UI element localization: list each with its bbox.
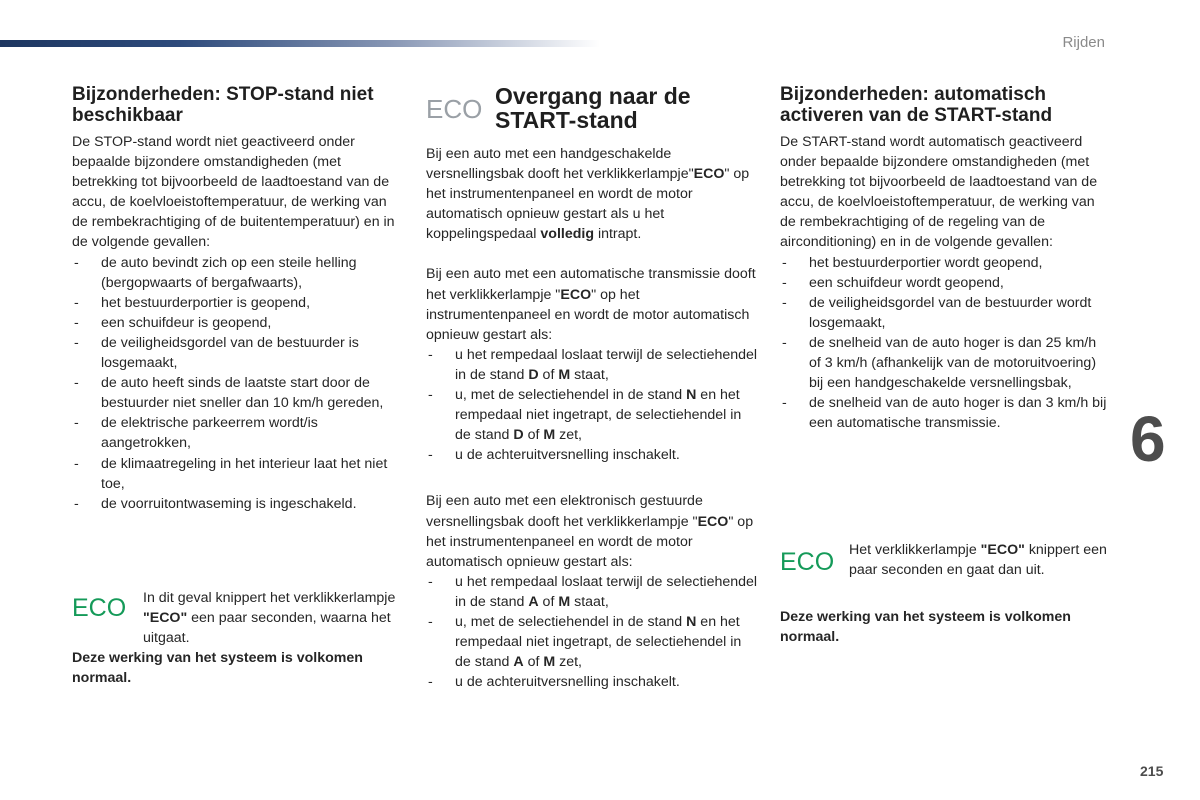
list-item: - het bestuurderportier is geopend, xyxy=(72,293,402,313)
list-item: - de veiligheidsgordel van de bestuurder wordt losgemaakt, xyxy=(780,293,1110,333)
list-item: - u de achteruitversnelling inschakelt. xyxy=(426,445,758,465)
list-item: - u, met de selectiehendel in de stand N en het rempedaal niet ingetrapt, de selectiehendel in de stand D of M zet, xyxy=(426,385,758,445)
eco-green-icon: ECO xyxy=(780,548,835,576)
eco-green-icon: ECO xyxy=(72,594,127,622)
header-gradient-bar xyxy=(0,40,600,47)
list-item: - de elektrische parkeerrem wordt/is aangetrokken, xyxy=(72,413,402,453)
col1-normal-text: Deze werking van het systeem is volkomen normaal. xyxy=(72,650,363,687)
page-number: 215 xyxy=(1140,763,1164,779)
list-item: - de auto heeft sinds de laatste start door de bestuurder niet sneller dan 10 km/h gereden, xyxy=(72,373,402,413)
col2-manual-paragraph: Bij een auto met een handgeschakelde versnellingsbak dooft het verklikkerlampje"ECO" op het instrumentenpaneel en wordt de motor automatisch opnieuw gestart als u het koppelingspedaal volledig intrapt. xyxy=(426,146,750,243)
list-item: - de auto bevindt zich op een steile helling (bergopwaarts of bergafwaarts), xyxy=(72,253,402,293)
column-start-automatic xyxy=(780,84,1110,433)
list-item: - u de achteruitversnelling inschakelt. xyxy=(426,672,758,692)
col3-normal-text: Deze werking van het systeem is volkomen normaal. xyxy=(780,609,1071,646)
col1-eco-note xyxy=(72,588,402,688)
col3-heading: Bijzonderheden: automatisch activeren van de START-stand xyxy=(780,84,1053,126)
col1-list xyxy=(72,253,402,514)
list-item: - u het rempedaal loslaat terwijl de selectiehendel in de stand A of M staat, xyxy=(426,572,758,612)
column-stop-not-available xyxy=(72,84,402,514)
list-item: - de snelheid van de auto hoger is dan 25 km/h of 3 km/h (afhankelijk van de motoruitvoering) bij een handgeschakelde versnellingsbak, xyxy=(780,333,1110,393)
col1-note-text: In dit geval knippert het verklikkerlampje "ECO" een paar seconden, waarna het uitgaat. xyxy=(143,590,396,647)
col2-heading: Overgang naar de START-stand xyxy=(495,83,691,133)
col1-heading: Bijzonderheden: STOP-stand niet beschikbaar xyxy=(72,84,374,126)
col2-automatic-list xyxy=(426,345,758,466)
list-item: - u het rempedaal loslaat terwijl de selectiehendel in de stand D of M staat, xyxy=(426,345,758,385)
list-item: - de snelheid van de auto hoger is dan 3 km/h bij een automatische transmissie. xyxy=(780,393,1110,433)
list-item: - de klimaatregeling in het interieur laat het niet toe, xyxy=(72,454,402,494)
list-item: - de voorruitontwaseming is ingeschakeld. xyxy=(72,494,402,514)
eco-grey-icon: ECO xyxy=(426,94,483,124)
list-item: - het bestuurderportier wordt geopend, xyxy=(780,253,1110,273)
col3-eco-note xyxy=(780,540,1110,647)
section-title: Rijden xyxy=(1062,34,1105,51)
col2-electronic-list xyxy=(426,572,758,693)
list-item: - u, met de selectiehendel in de stand N en het rempedaal niet ingetrapt, de selectiehendel in de stand A of M zet, xyxy=(426,612,758,672)
col3-list xyxy=(780,253,1110,434)
list-item: - de veiligheidsgordel van de bestuurder is losgemaakt, xyxy=(72,333,402,373)
col3-note-text: Het verklikkerlampje "ECO" knippert een paar seconden en gaat dan uit. xyxy=(849,542,1107,579)
col3-intro: De START-stand wordt automatisch geactiveerd onder bepaalde bijzondere omstandigheden (met betrekking tot bijvoorbeeld de laadtoestand van de accu, de koelvloeistoftemperatuur, de werking van de rembekrachtiging of de regeling van de airconditioning) en in de volgende gevallen: xyxy=(780,134,1098,251)
column-start-transition xyxy=(426,144,758,692)
list-item: - een schuifdeur wordt geopend, xyxy=(780,273,1110,293)
col2-electronic-paragraph: Bij een auto met een elektronisch gestuurde versnellingsbak dooft het verklikkerlampje "ECO" op het instrumentenpaneel en wordt de motor automatisch opnieuw gestart als: xyxy=(426,493,754,570)
col1-intro: De STOP-stand wordt niet geactiveerd onder bepaalde bijzondere omstandigheden (met betrekking tot bijvoorbeeld de laadtoestand van de accu, de koelvloeistoftemperatuur, de werking van de rembekrachtiging of de buitentemperatuur) en in de volgende gevallen: xyxy=(72,134,395,251)
list-item: - een schuifdeur is geopend, xyxy=(72,313,402,333)
col2-automatic-paragraph: Bij een auto met een automatische transmissie dooft het verklikkerlampje "ECO" op het instrumentenpaneel en wordt de motor automatisch opnieuw gestart als: xyxy=(426,266,756,343)
chapter-number: 6 xyxy=(1130,403,1166,475)
